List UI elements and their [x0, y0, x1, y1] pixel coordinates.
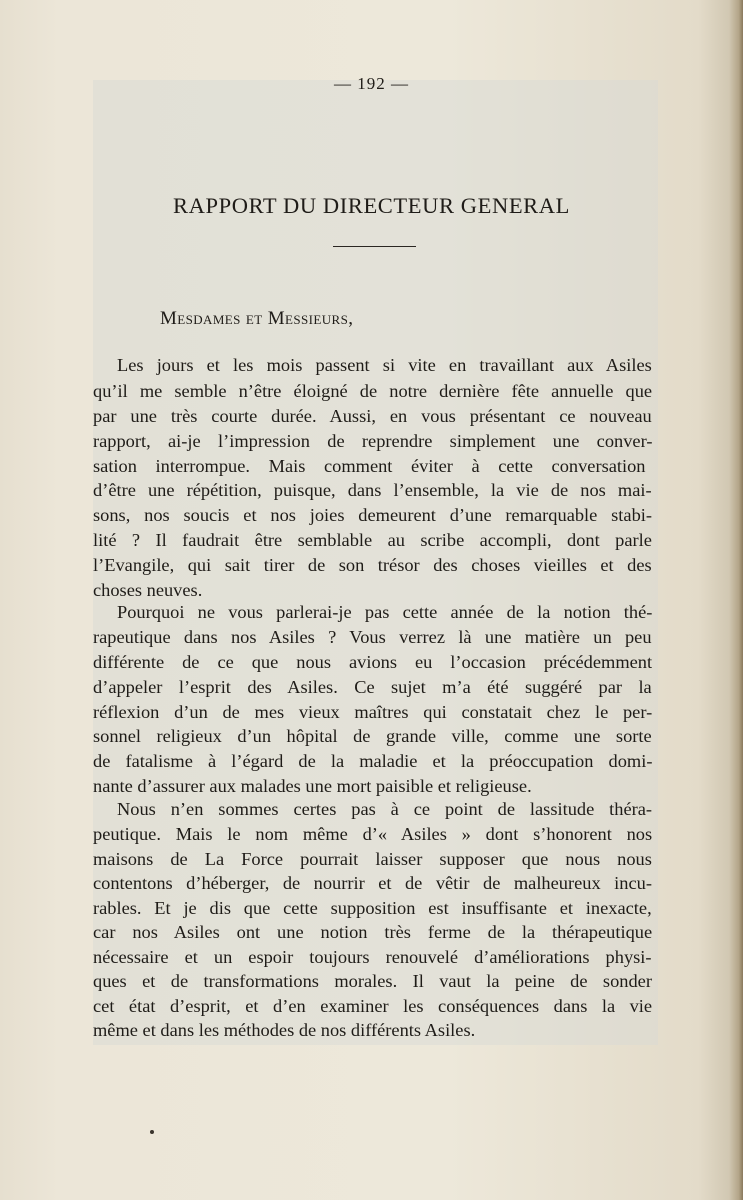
body-line-14: d’appeler l’esprit des Asiles. Ce sujet m’a été suggéré par la [93, 677, 652, 697]
binding-shadow [729, 0, 743, 1200]
title-rule [333, 246, 416, 247]
body-line-23: rables. Et je dis que cette supposition est insuffisante et inexacte, [93, 898, 652, 918]
body-line-26: ques et de transformations morales. Il vaut la peine de sonder [93, 971, 652, 991]
body-line-11: Pourquoi ne vous parlerai-je pas cette année de la notion thé- [117, 602, 653, 622]
body-line-5: sation interrompue. Mais comment éviter à cette conversation [93, 456, 646, 476]
body-line-8: lité ? Il faudrait être semblable au scribe accompli, dont parle [93, 530, 652, 550]
body-line-6: d’être une répétition, puisque, dans l’ensemble, la vie de nos mai- [93, 480, 652, 500]
body-line-3: par une très courte durée. Aussi, en vous présentant ce nouveau [93, 406, 652, 426]
body-line-7: sons, nos soucis et nos joies demeurent d’une remarquable stabi- [93, 505, 653, 525]
body-line-4: rapport, ai-je l’impression de reprendre simplement une conver- [93, 431, 653, 451]
page-number: — 192 — [334, 74, 409, 93]
body-line-28: même et dans les méthodes de nos différents Asiles. [93, 1020, 476, 1040]
body-line-9: l’Evangile, qui sait tirer de son trésor des choses vieilles et des [93, 555, 652, 575]
body-line-10: choses neuves. [93, 580, 203, 600]
body-line-21: maisons de La Force pourrait laisser supposer que nous nous [93, 849, 652, 869]
body-line-19: Nous n’en sommes certes pas à ce point de lassitude théra- [117, 799, 653, 819]
ink-speck [150, 1130, 154, 1134]
body-line-18: nante d’assurer aux malades une mort paisible et religieuse. [93, 776, 532, 796]
body-line-25: nécessaire et un espoir toujours renouvelé d’améliorations physi- [93, 947, 652, 967]
body-line-1: Les jours et les mois passent si vite en travaillant aux Asiles [117, 355, 652, 375]
page-title: RAPPORT DU DIRECTEUR GENERAL [173, 193, 570, 218]
body-line-13: différente de ce que nous avions eu l’occasion précédemment [93, 652, 653, 672]
body-line-20: peutique. Mais le nom même d’« Asiles » dont s’honorent nos [93, 824, 653, 844]
salutation: Mesdames et Messieurs, [160, 308, 354, 329]
body-line-27: cet état d’esprit, et d’en examiner les conséquences dans la vie [93, 996, 653, 1016]
body-line-17: de fatalisme à l’égard de la maladie et la préoccupation domi- [93, 751, 653, 771]
body-line-15: réflexion d’un de mes vieux maîtres qui constatait chez le per- [93, 702, 653, 722]
body-line-22: contentons d’héberger, de nourrir et de vêtir de malheureux incu- [93, 873, 652, 893]
body-line-24: car nos Asiles ont une notion très ferme de la thérapeutique [93, 922, 653, 942]
body-line-12: rapeutique dans nos Asiles ? Vous verrez là une matière un peu [93, 627, 652, 647]
body-line-2: qu’il me semble n’être éloigné de notre dernière fête annuelle que [93, 381, 653, 401]
body-line-16: sonnel religieux d’un hôpital de grande ville, comme une sorte [93, 726, 652, 746]
